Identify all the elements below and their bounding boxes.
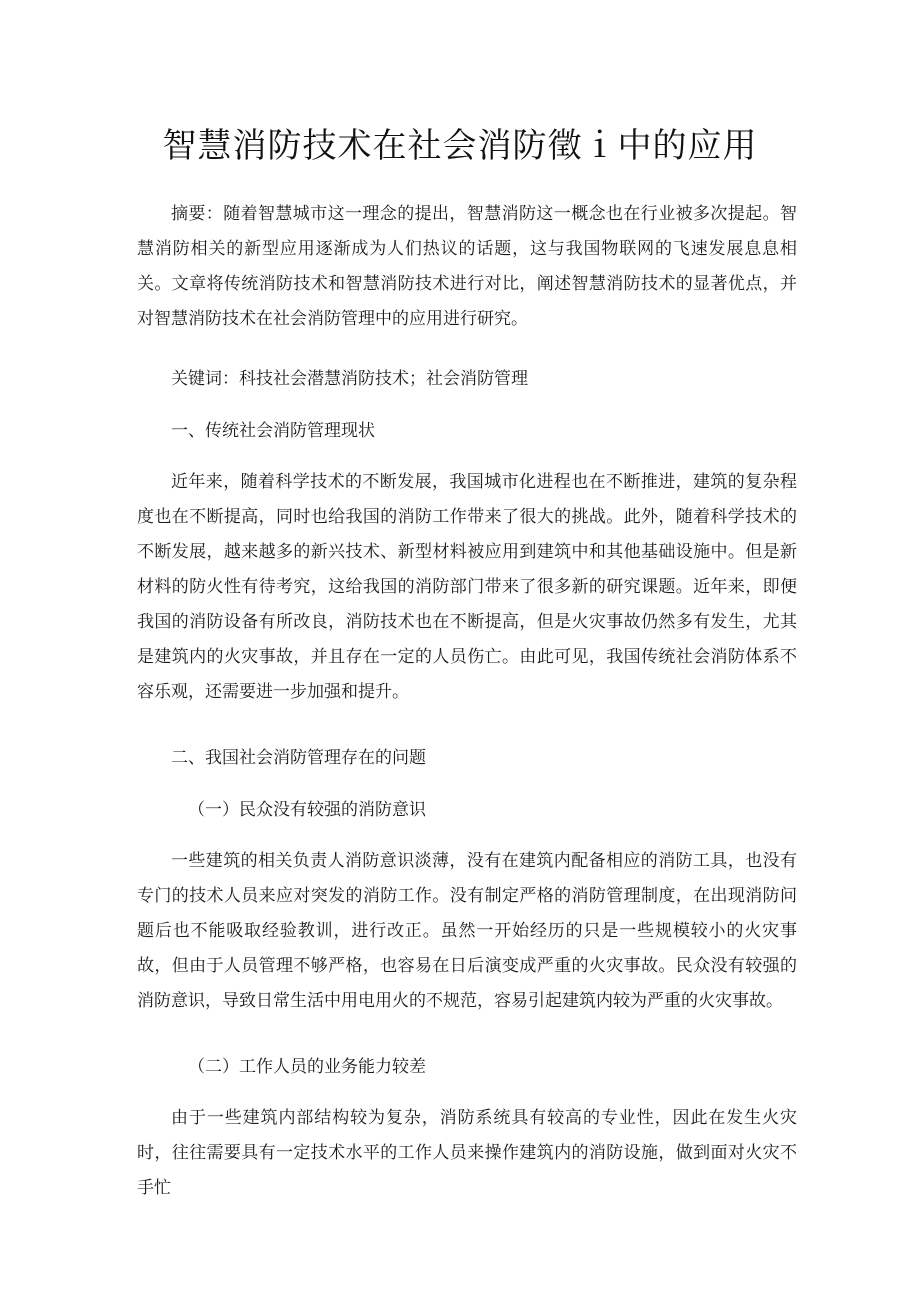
section-1-paragraph: 近年来，随着科学技术的不断发展，我国城市化进程也在不断推进，建筑的复杂程度也在不断提高，同时也给我国的消防工作带来了很大的挑战。此外，随着科学技术的不断发展，越来越多的新兴技术、新型材料被应用到建筑中和其他基础设施中。但是新材料的防火性有待考究，这给我国的消防部门带来了很多新的研究课题。近年来，即便我国的消防设备有所改良，消防技术也在不断提高，但是火灾事故仍然多有发生，尤其是建筑内的火灾事故，并且存在一定的人员伤亡。由此可见，我国传统社会消防体系不容乐观，还需要进一步加强和提升。 <box>137 472 797 702</box>
keywords-line: 关键词：科技社会潜慧消防技术；社会消防管理 <box>171 369 528 389</box>
subsection-2-heading: （二）工作人员的业务能力较差 <box>188 1057 426 1077</box>
section-2-heading: 二、我国社会消防管理存在的问题 <box>171 748 426 768</box>
subsection-1-paragraph: 一些建筑的相关负责人消防意识淡薄，没有在建筑内配备相应的消防工具，也没有专门的技术人员来应对突发的消防工作。没有制定严格的消防管理制度，在出现消防问题后也不能吸取经验教训，进行改正。虽然一开始经历的只是一些规模较小的火灾事故，但由于人员管理不够严格，也容易在日后演变成严重的火灾事故。民众没有较强的消防意识，导致日常生活中用电用火的不规范，容易引起建筑内较为严重的火灾事故。 <box>137 851 797 1011</box>
subsection-2-paragraph: 由于一些建筑内部结构较为复杂，消防系统具有较高的专业性，因此在发生火灾时，往往需要具有一定技术水平的工作人员来操作建筑内的消防设施，做到面对火灾不手忙 <box>137 1108 797 1198</box>
abstract-paragraph: 摘要：随着智慧城市这一理念的提出，智慧消防这一概念也在行业被多次提起。智慧消防相关的新型应用逐渐成为人们热议的话题，这与我国物联网的飞速发展息息相关。文章将传统消防技术和智慧消防技术进行对比，阐述智慧消防技术的显著优点，并对智慧消防技术在社会消防管理中的应用进行研究。 <box>137 204 797 329</box>
section-1-heading: 一、传统社会消防管理现状 <box>171 421 375 441</box>
document-title: 智慧消防技术在社会消防徵ｉ中的应用 <box>162 126 758 166</box>
subsection-1-heading: （一）民众没有较强的消防意识 <box>188 800 426 820</box>
